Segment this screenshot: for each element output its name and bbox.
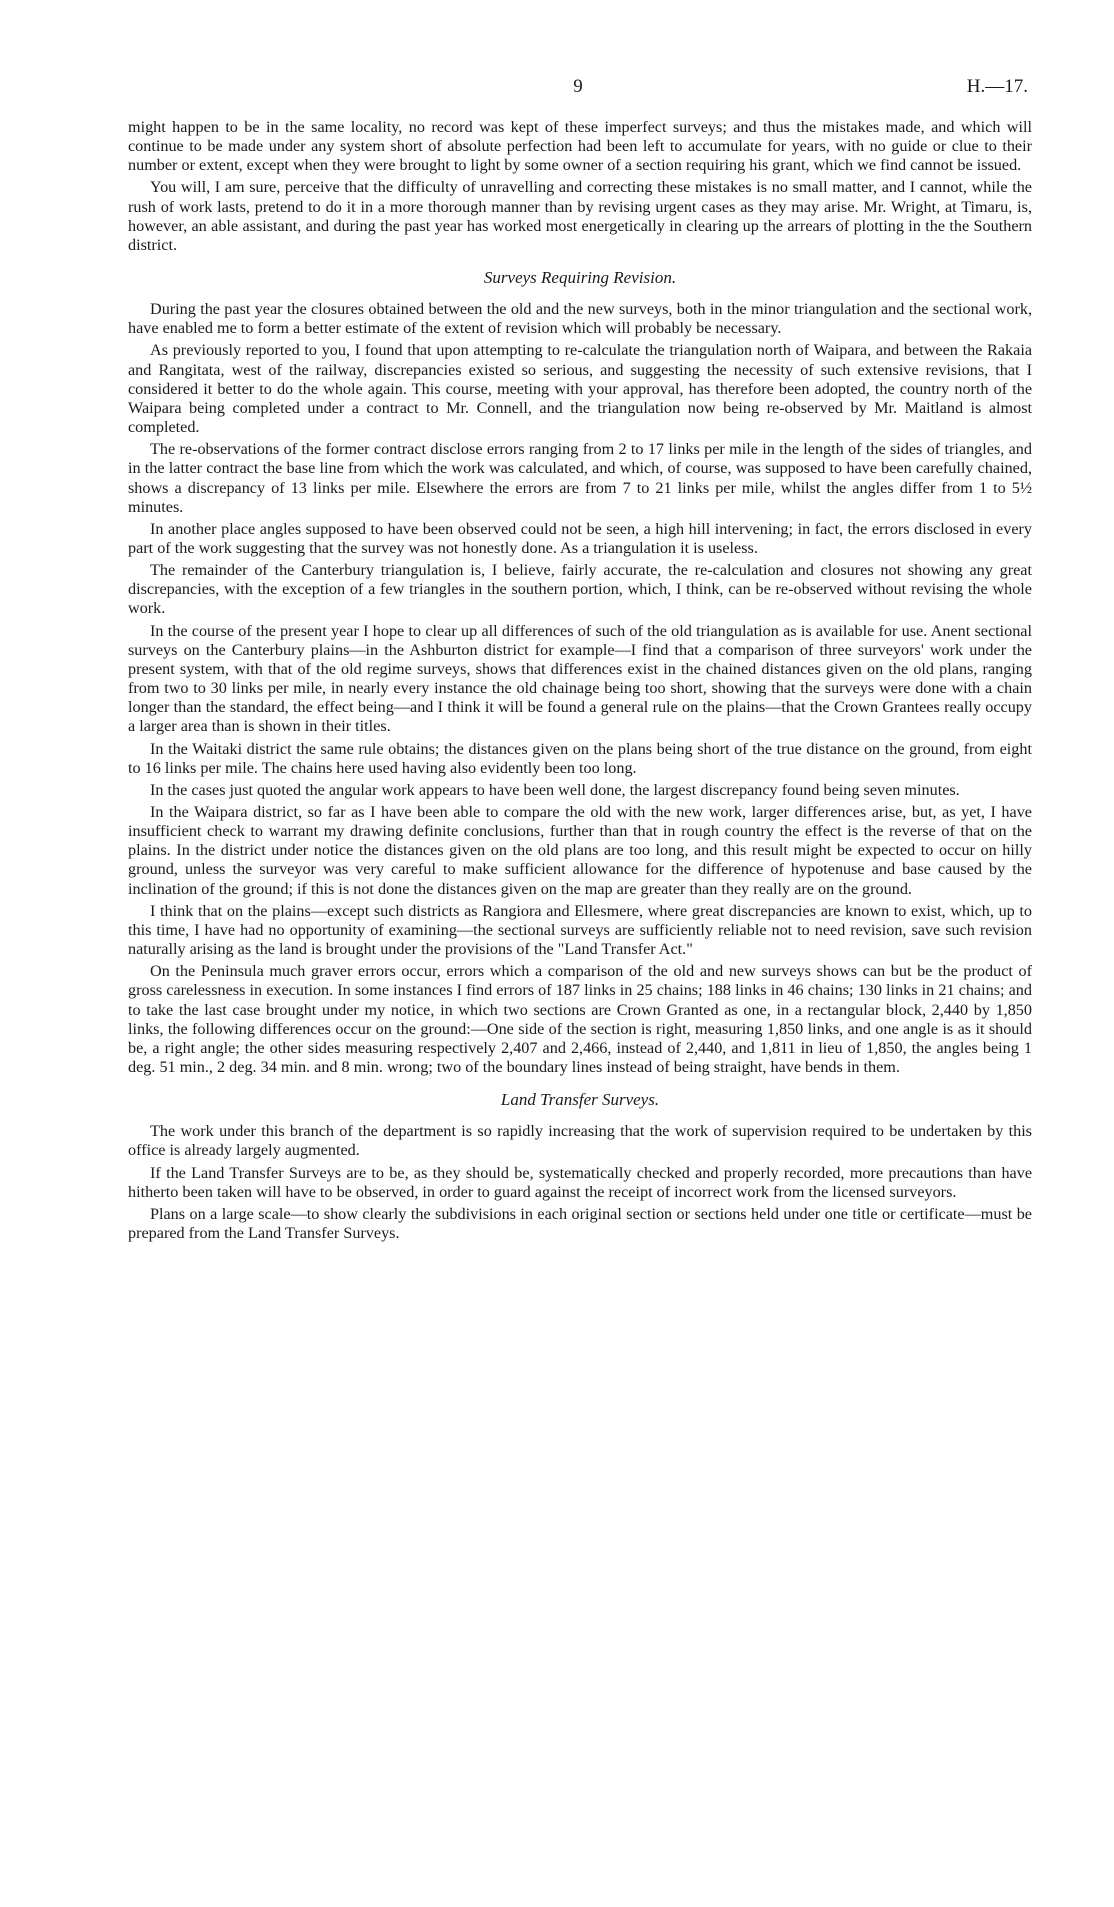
paragraph: If the Land Transfer Surveys are to be, as they should be, systematically checked and properly recorded, more precautions than have hitherto been taken will have to be observed, in order to guard against the receipt of incorrect work from the licensed surveyors. — [128, 1163, 1032, 1201]
paragraph: In the cases just quoted the angular work appears to have been well done, the largest discrepancy found being seven minutes. — [150, 780, 960, 799]
paragraph: might happen to be in the same locality, no record was kept of these imperfect surveys; and thus the mistakes made, and which will continue to be made under any system short of absolute perfection had been left to accumulate for years, with no guide or clue to their number or extent, except when they were brought to light by some owner of a section requiring his grant, which we find cannot be issued. — [128, 118, 1032, 175]
paragraph: The remainder of the Canterbury triangulation is, I believe, fairly accurate, the re-calculation and closures not showing any great discrepancies, with the exception of a few triangles in the southern portion, which, I think, can be re-observed without revising the whole work. — [128, 561, 1032, 618]
document-reference: H.—17. — [966, 76, 1028, 97]
page-number: 9 — [573, 76, 583, 97]
page-header — [128, 76, 1028, 100]
paragraph: The work under this branch of the department is so rapidly increasing that the work of supervision required to be undertaken by this office is already largely augmented. — [128, 1122, 1032, 1160]
paragraph: In another place angles supposed to have been observed could not be seen, a high hill intervening; in fact, the errors disclosed in every part of the work suggesting that the survey was not honestly done. As a triangulation it is useless. — [128, 519, 1032, 557]
paragraph: As previously reported to you, I found that upon attempting to re-calculate the triangulation north of Waipara, and between the Rakaia and Rangitata, west of the railway, discrepancies existed so serious, and suggesting the necessity of such extensive revisions, that I considered it better to do the whole again. This course, meeting with your approval, has therefore been adopted, the country north of the Waipara being completed under a contract to Mr. Connell, and the triangulation now being re-observed by Mr. Maitland is almost completed. — [128, 341, 1032, 437]
section-heading-land-transfer-surveys: Land Transfer Surveys. — [500, 1090, 660, 1110]
paragraph: Plans on a large scale—to show clearly the subdivisions in each original section or sections held under one title or certificate—must be prepared from the Land Transfer Surveys. — [128, 1204, 1032, 1242]
section-heading-surveys-requiring-revision: Surveys Requiring Revision. — [483, 268, 677, 288]
paragraph: The re-observations of the former contract disclose errors ranging from 2 to 17 links per mile in the length of the sides of triangles, and in the latter contract the base line from which the work was calculated, and which, of course, was supposed to have been carefully chained, shows a discrepancy of 13 links per mile. Elsewhere the errors are from 7 to 21 links per mile, whilst the angles differ from 1 to 5½ minutes. — [128, 440, 1032, 516]
paragraph: In the Waipara district, so far as I have been able to compare the old with the new work, larger differences arise, but, as yet, I have insufficient check to warrant my drawing definite conclusions, further than that in rough country the effect is the reverse of that on the plains. In the district under notice the distances given on the old plans are too long, and this result might be expected to occur on hilly ground, unless the surveyor was very careful to make sufficient allowance for the difference of hypotenuse and base caused by the inclination of the ground; if this is not done the distances given on the map are greater than they really are on the ground. — [128, 803, 1032, 898]
paragraph: In the Waitaki district the same rule obtains; the distances given on the plans being short of the true distance on the ground, from eight to 16 links per mile. The chains here used having also evidently been too long. — [128, 739, 1032, 777]
paragraph: I think that on the plains—except such districts as Rangiora and Ellesmere, where great discrepancies are known to exist, which, up to this time, I have had no opportunity of examining—the sectional surveys are sufficiently reliable not to need revision, save such revision naturally arising as the land is brought under the provisions of the "Land Transfer Act." — [128, 901, 1032, 959]
paragraph: In the course of the present year I hope to clear up all differences of such of the old triangulation as is available for use. Anent sectional surveys on the Canterbury plains—in the Ashburton district for example—I find that a comparison of three surveyors' work under the present system, with that of the old regime surveys, shows that differences exist in the chained distances given on the old plans, ranging from two to 30 links per mile, in nearly every instance the old chainage being too short, showing that the surveys were done with a chain longer than the standard, the effect being—and I think it will be found a general rule on the plains—that the Crown Grantees really occupy a larger area than is shown in their titles. — [128, 621, 1032, 736]
body-text — [128, 118, 1032, 1246]
paragraph: On the Peninsula much graver errors occur, errors which a comparison of the old and new surveys shows can but be the product of gross carelessness in execution. In some instances I find errors of 187 links in 25 chains; 188 links in 46 chains; 130 links in 21 chains; and to take the last case brought under my notice, in which two sections are Crown Granted as one, in a rectangular block, 2,440 by 1,850 links, the following differences occur on the ground:—One side of the section is right, measuring 1,850 links, and one angle is as it should be, a right angle; the other sides measuring respectively 2,407 and 2,466, instead of 2,440, and 1,811 in lieu of 1,850, the angles being 1 deg. 51 min., 2 deg. 34 min. and 8 min. wrong; two of the boundary lines instead of being straight, have bends in them. — [128, 962, 1032, 1077]
paragraph: You will, I am sure, perceive that the difficulty of unravelling and correcting these mistakes is no small matter, and I cannot, while the rush of work lasts, pretend to do it in a more thorough manner than by revising urgent cases as they may arise. Mr. Wright, at Timaru, is, however, an able assistant, and during the past year has worked most energetically in clearing up the arrears of plotting in the the Southern district. — [128, 178, 1032, 254]
paragraph: During the past year the closures obtained between the old and the new surveys, both in the minor triangulation and the sectional work, have enabled me to form a better estimate of the extent of revision which will probably be necessary. — [128, 300, 1032, 338]
